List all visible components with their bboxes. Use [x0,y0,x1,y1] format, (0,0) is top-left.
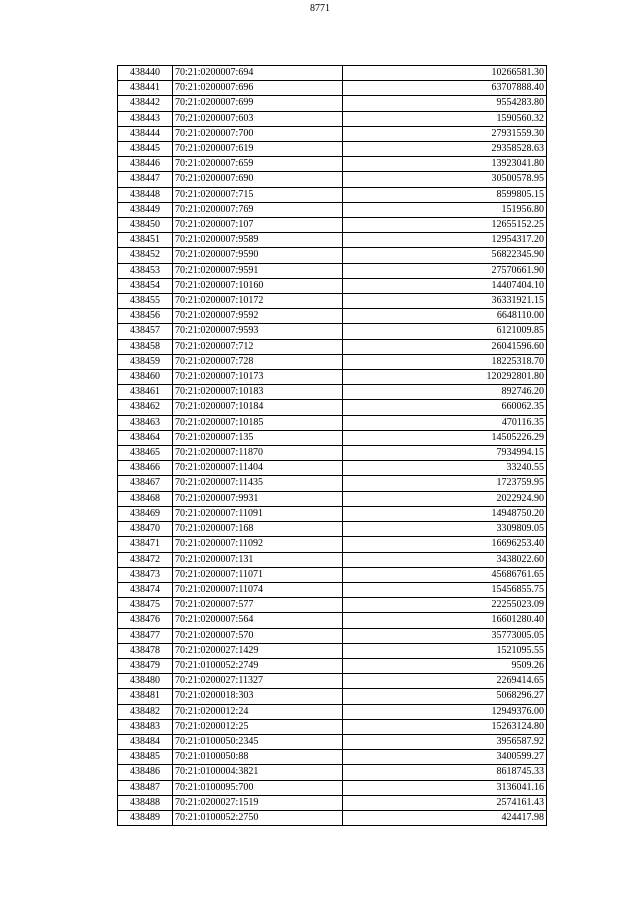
table-row [118,598,547,613]
value-cell: 15263124.80 [343,719,547,734]
table-row [118,795,547,810]
row-number-cell: 438443 [118,111,173,126]
table-row [118,476,547,491]
row-number-cell: 438472 [118,552,173,567]
value-cell: 2022924.90 [343,491,547,506]
cadastral-number-cell: 70:21:0100052:2750 [173,810,343,825]
table-row [118,734,547,749]
value-cell: 27570661.90 [343,263,547,278]
row-number-cell: 438469 [118,506,173,521]
value-cell: 1723759.95 [343,476,547,491]
table-row [118,628,547,643]
table-row [118,278,547,293]
table-row [118,309,547,324]
table-row [118,157,547,172]
table-row [118,552,547,567]
table-row [118,248,547,263]
cadastral-number-cell: 70:21:0200027:1519 [173,795,343,810]
value-cell: 63707888.40 [343,81,547,96]
row-number-cell: 438486 [118,765,173,780]
cadastral-number-cell: 70:21:0200007:769 [173,202,343,217]
row-number-cell: 438482 [118,704,173,719]
cadastral-number-cell: 70:21:0200007:690 [173,172,343,187]
cadastral-number-cell: 70:21:0200007:564 [173,613,343,628]
value-cell: 892746.20 [343,385,547,400]
table-row [118,370,547,385]
cadastral-number-cell: 70:21:0200007:728 [173,354,343,369]
cadastral-number-cell: 70:21:0200007:11091 [173,506,343,521]
value-cell: 56822345.90 [343,248,547,263]
row-number-cell: 438463 [118,415,173,430]
row-number-cell: 438456 [118,309,173,324]
table-row [118,658,547,673]
cadastral-number-cell: 70:21:0200007:10185 [173,415,343,430]
table-row [118,233,547,248]
table-row [118,765,547,780]
row-number-cell: 438479 [118,658,173,673]
cadastral-number-cell: 70:21:0100004:3821 [173,765,343,780]
row-number-cell: 438468 [118,491,173,506]
table-row [118,202,547,217]
table-row [118,430,547,445]
cadastral-number-cell: 70:21:0100050:2345 [173,734,343,749]
value-cell: 8618745.33 [343,765,547,780]
cadastral-number-cell: 70:21:0200007:135 [173,430,343,445]
cadastral-number-cell: 70:21:0200007:11071 [173,567,343,582]
row-number-cell: 438483 [118,719,173,734]
value-cell: 33240.55 [343,461,547,476]
value-cell: 30500578.95 [343,172,547,187]
cadastral-number-cell: 70:21:0200007:11870 [173,446,343,461]
row-number-cell: 438470 [118,522,173,537]
cadastral-number-cell: 70:21:0100050:88 [173,750,343,765]
row-number-cell: 438446 [118,157,173,172]
row-number-cell: 438478 [118,643,173,658]
value-cell: 120292801.80 [343,370,547,385]
value-cell: 18225318.70 [343,354,547,369]
value-cell: 6121009.85 [343,324,547,339]
row-number-cell: 438487 [118,780,173,795]
page-number: 8771 [310,3,330,14]
table-row [118,506,547,521]
row-number-cell: 438449 [118,202,173,217]
cadastral-number-cell: 70:21:0200007:11074 [173,582,343,597]
value-cell: 7934994.15 [343,446,547,461]
table-body [118,66,547,826]
value-cell: 35773005.05 [343,628,547,643]
cadastral-number-cell: 70:21:0200007:10183 [173,385,343,400]
cadastral-number-cell: 70:21:0200007:11435 [173,476,343,491]
cadastral-number-cell: 70:21:0100095:700 [173,780,343,795]
table-row [118,613,547,628]
cadastral-number-cell: 70:21:0100052:2749 [173,658,343,673]
value-cell: 9554283.80 [343,96,547,111]
row-number-cell: 438455 [118,294,173,309]
table-row [118,491,547,506]
value-cell: 2269414.65 [343,674,547,689]
table-row [118,719,547,734]
table-row [118,339,547,354]
cadastral-number-cell: 70:21:0200007:577 [173,598,343,613]
cadastral-number-cell: 70:21:0200007:715 [173,187,343,202]
table-row [118,172,547,187]
table-row [118,704,547,719]
cadastral-number-cell: 70:21:0200007:9590 [173,248,343,263]
value-cell: 27931559.30 [343,126,547,141]
table-row [118,446,547,461]
row-number-cell: 438481 [118,689,173,704]
table-row [118,810,547,825]
value-cell: 13923041.80 [343,157,547,172]
row-number-cell: 438480 [118,674,173,689]
value-cell: 16601280.40 [343,613,547,628]
cadastral-number-cell: 70:21:0200007:10172 [173,294,343,309]
row-number-cell: 438489 [118,810,173,825]
cadastral-number-cell: 70:21:0200007:659 [173,157,343,172]
value-cell: 3438022.60 [343,552,547,567]
cadastral-number-cell: 70:21:0200007:131 [173,552,343,567]
row-number-cell: 438484 [118,734,173,749]
table-row [118,126,547,141]
value-cell: 22255023.09 [343,598,547,613]
row-number-cell: 438464 [118,430,173,445]
table-row [118,400,547,415]
row-number-cell: 438467 [118,476,173,491]
value-cell: 26041596.60 [343,339,547,354]
cadastral-number-cell: 70:21:0200007:10173 [173,370,343,385]
table-row [118,750,547,765]
cadastral-number-cell: 70:21:0200018:303 [173,689,343,704]
value-cell: 3136041.16 [343,780,547,795]
row-number-cell: 438462 [118,400,173,415]
row-number-cell: 438471 [118,537,173,552]
data-table [117,65,547,826]
table-row [118,218,547,233]
value-cell: 10266581.30 [343,66,547,81]
value-cell: 14505226.29 [343,430,547,445]
table-row [118,142,547,157]
row-number-cell: 438466 [118,461,173,476]
cadastral-number-cell: 70:21:0200007:9592 [173,309,343,324]
row-number-cell: 438454 [118,278,173,293]
row-number-cell: 438488 [118,795,173,810]
value-cell: 470116.35 [343,415,547,430]
table-row [118,461,547,476]
table-row [118,674,547,689]
row-number-cell: 438476 [118,613,173,628]
value-cell: 3309809.05 [343,522,547,537]
cadastral-number-cell: 70:21:0200007:699 [173,96,343,111]
table-row [118,111,547,126]
cadastral-number-cell: 70:21:0200012:25 [173,719,343,734]
cadastral-number-cell: 70:21:0200027:11327 [173,674,343,689]
value-cell: 151956.80 [343,202,547,217]
table-row [118,582,547,597]
table-row [118,81,547,96]
row-number-cell: 438444 [118,126,173,141]
table-row [118,537,547,552]
value-cell: 3400599.27 [343,750,547,765]
cadastral-number-cell: 70:21:0200007:694 [173,66,343,81]
value-cell: 29358528.63 [343,142,547,157]
cadastral-number-cell: 70:21:0200027:1429 [173,643,343,658]
row-number-cell: 438485 [118,750,173,765]
value-cell: 12954317.20 [343,233,547,248]
value-cell: 9509.26 [343,658,547,673]
cadastral-number-cell: 70:21:0200007:603 [173,111,343,126]
value-cell: 45686761.65 [343,567,547,582]
cadastral-number-cell: 70:21:0200007:9931 [173,491,343,506]
table-row [118,263,547,278]
table-row [118,780,547,795]
value-cell: 14407404.10 [343,278,547,293]
cadastral-number-cell: 70:21:0200007:619 [173,142,343,157]
value-cell: 12949376.00 [343,704,547,719]
row-number-cell: 438453 [118,263,173,278]
row-number-cell: 438452 [118,248,173,263]
value-cell: 8599805.15 [343,187,547,202]
row-number-cell: 438442 [118,96,173,111]
cadastral-number-cell: 70:21:0200007:712 [173,339,343,354]
value-cell: 2574161.43 [343,795,547,810]
row-number-cell: 438450 [118,218,173,233]
cadastral-number-cell: 70:21:0200007:700 [173,126,343,141]
cadastral-number-cell: 70:21:0200007:9589 [173,233,343,248]
row-number-cell: 438459 [118,354,173,369]
table-row [118,324,547,339]
table-row [118,522,547,537]
row-number-cell: 438465 [118,446,173,461]
row-number-cell: 438441 [118,81,173,96]
value-cell: 12655152.25 [343,218,547,233]
row-number-cell: 438460 [118,370,173,385]
row-number-cell: 438457 [118,324,173,339]
table-row [118,689,547,704]
table-row [118,354,547,369]
table-row [118,385,547,400]
cadastral-number-cell: 70:21:0200007:168 [173,522,343,537]
cadastral-number-cell: 70:21:0200012:24 [173,704,343,719]
value-cell: 1590560.32 [343,111,547,126]
cadastral-number-cell: 70:21:0200007:570 [173,628,343,643]
table-row [118,294,547,309]
table-row [118,643,547,658]
table-row [118,66,547,81]
row-number-cell: 438447 [118,172,173,187]
row-number-cell: 438458 [118,339,173,354]
value-cell: 5068296.27 [343,689,547,704]
value-cell: 1521095.55 [343,643,547,658]
value-cell: 3956587.92 [343,734,547,749]
value-cell: 15456855.75 [343,582,547,597]
table-row [118,415,547,430]
row-number-cell: 438477 [118,628,173,643]
cadastral-number-cell: 70:21:0200007:107 [173,218,343,233]
row-number-cell: 438461 [118,385,173,400]
cadastral-number-cell: 70:21:0200007:9591 [173,263,343,278]
cadastral-number-cell: 70:21:0200007:11092 [173,537,343,552]
row-number-cell: 438475 [118,598,173,613]
value-cell: 660062.35 [343,400,547,415]
row-number-cell: 438451 [118,233,173,248]
row-number-cell: 438445 [118,142,173,157]
value-cell: 14948750.20 [343,506,547,521]
value-cell: 424417.98 [343,810,547,825]
table-row [118,567,547,582]
cadastral-number-cell: 70:21:0200007:10184 [173,400,343,415]
table-row [118,187,547,202]
cadastral-number-cell: 70:21:0200007:696 [173,81,343,96]
row-number-cell: 438473 [118,567,173,582]
value-cell: 36331921.15 [343,294,547,309]
value-cell: 6648110.00 [343,309,547,324]
row-number-cell: 438448 [118,187,173,202]
cadastral-number-cell: 70:21:0200007:11404 [173,461,343,476]
row-number-cell: 438474 [118,582,173,597]
row-number-cell: 438440 [118,66,173,81]
cadastral-number-cell: 70:21:0200007:10160 [173,278,343,293]
value-cell: 16696253.40 [343,537,547,552]
cadastral-number-cell: 70:21:0200007:9593 [173,324,343,339]
table-row [118,96,547,111]
